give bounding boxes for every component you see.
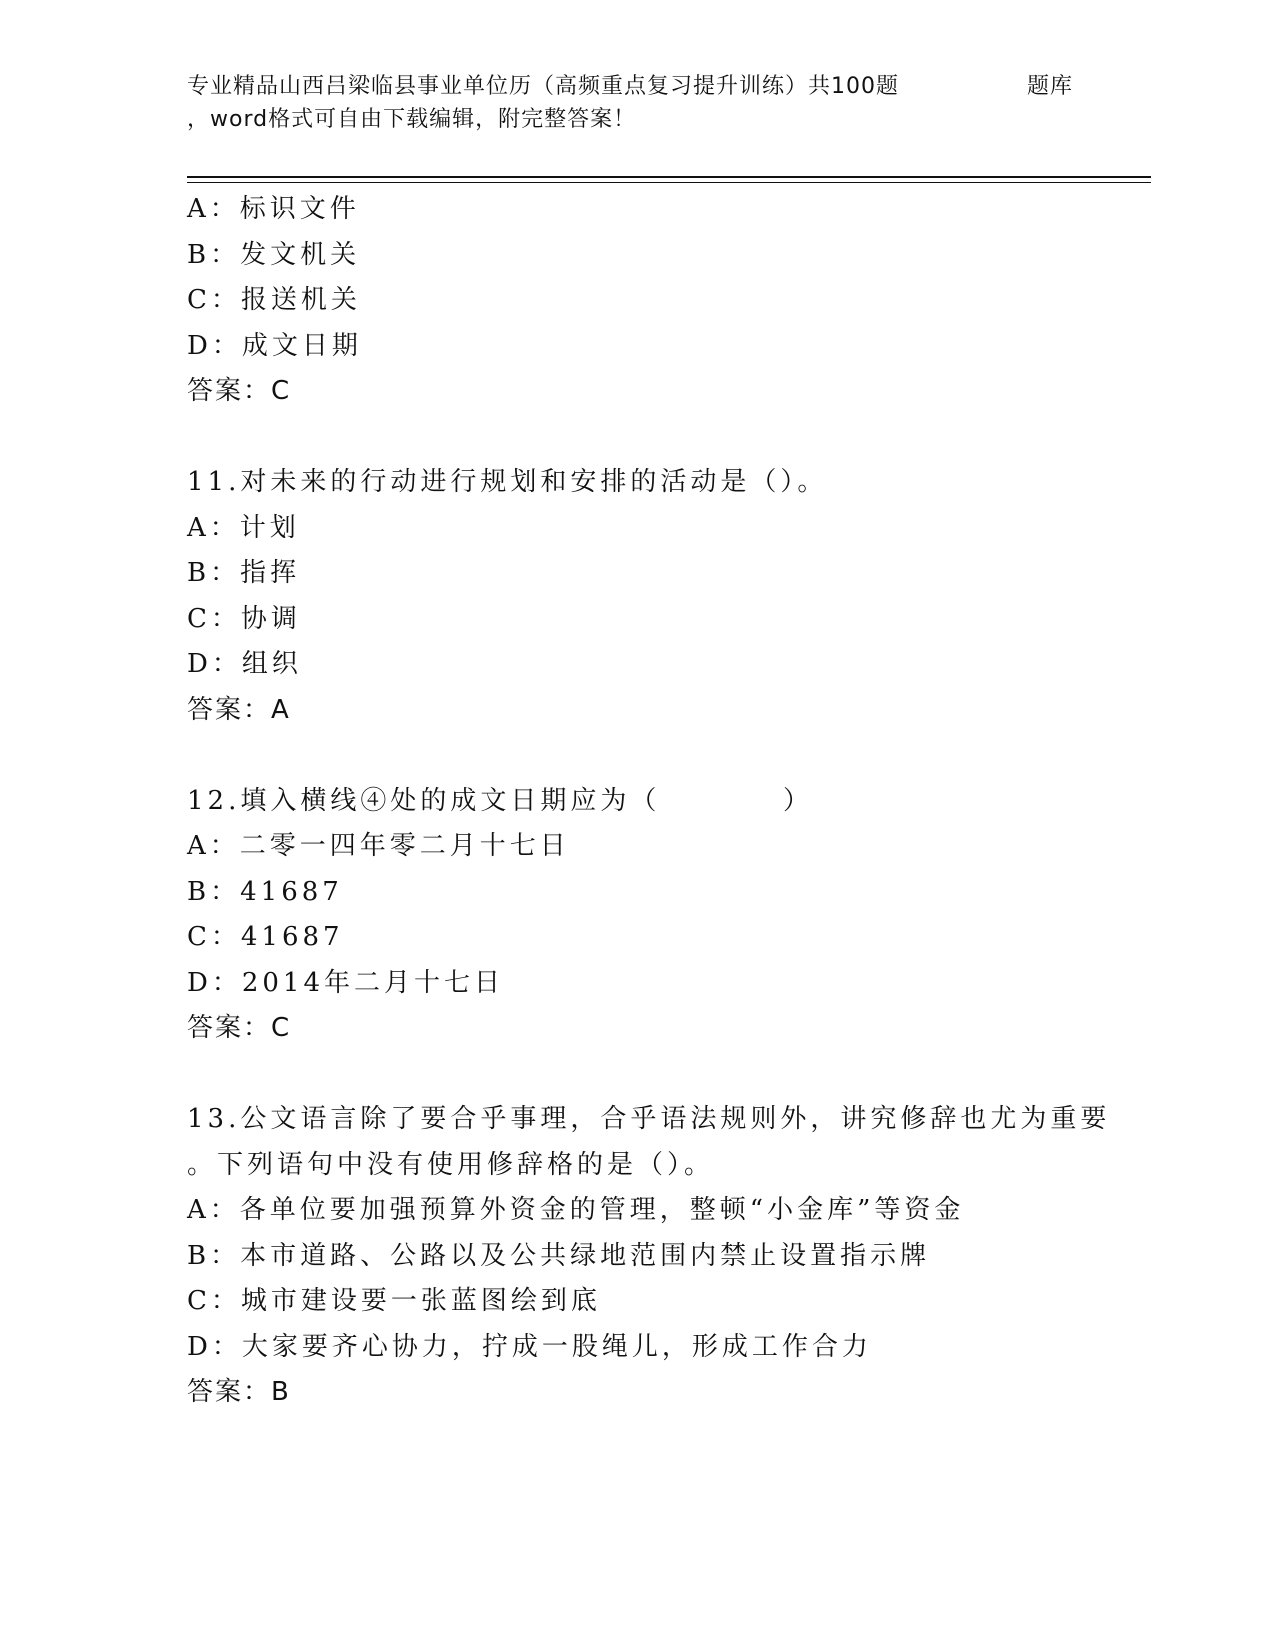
answer-line: 答案：B [187, 1377, 291, 1407]
option-c: C：报送机关 [187, 285, 361, 315]
option-a: A：二零一四年零二月十七日 [187, 831, 570, 861]
question-block-prev [187, 187, 1087, 415]
option-b: B：发文机关 [187, 239, 361, 270]
header-subtitle: ，word格式可自由下载编辑，附完整答案！ [187, 107, 637, 132]
option-d: D：组织 [187, 649, 302, 679]
option-c: C：协调 [187, 603, 301, 634]
option-b: B：指挥 [187, 558, 301, 588]
header-rule-thin [187, 182, 1151, 183]
option-c: C：城市建设要一张蓝图绘到底 [187, 1286, 601, 1316]
option-a: A：计划 [187, 512, 300, 543]
question-stem: 11.对未来的行动进行规划和安排的活动是（）。 [187, 467, 828, 497]
option-d: D：成文日期 [187, 330, 362, 361]
spacer [187, 1052, 1087, 1098]
question-block-13 [187, 1097, 1111, 1416]
answer-line: 答案：A [187, 694, 291, 725]
header-title: 专业精品山西吕梁临县事业单位历（高频重点复习提升训练）共100题 [187, 74, 899, 99]
question-stem: 13.公文语言除了要合乎事理，合乎语法规则外，讲究修辞也尤为重要 [187, 1104, 1111, 1134]
question-block-12 [187, 779, 1087, 1052]
answer-line: 答案：C [187, 1013, 292, 1043]
answer-line: 答案：C [187, 376, 292, 406]
header-tag: 题库 [1027, 74, 1074, 99]
option-a: A：各单位要加强预算外资金的管理，整顿“小金库”等资金 [187, 1195, 965, 1225]
header-line-1 [187, 70, 1087, 103]
question-stem-continued: 。下列语句中没有使用修辞格的是（）。 [187, 1149, 715, 1180]
spacer [187, 415, 1087, 461]
question-stem: 12.填入横线④处的成文日期应为（ ） [187, 785, 813, 816]
spacer [187, 733, 1087, 779]
page-header [187, 70, 1087, 136]
option-a: A：标识文件 [187, 194, 360, 224]
option-d: D：2014年二月十七日 [187, 967, 505, 998]
option-c: C：41687 [187, 922, 344, 952]
header-rule-thick [187, 176, 1151, 178]
option-b: B：本市道路、公路以及公共绿地范围内禁止设置指示牌 [187, 1240, 931, 1271]
option-b: B：41687 [187, 876, 343, 907]
question-block-11 [187, 460, 1087, 733]
question-list [187, 187, 1111, 1416]
option-d: D：大家要齐心协力，拧成一股绳儿，形成工作合力 [187, 1331, 872, 1362]
